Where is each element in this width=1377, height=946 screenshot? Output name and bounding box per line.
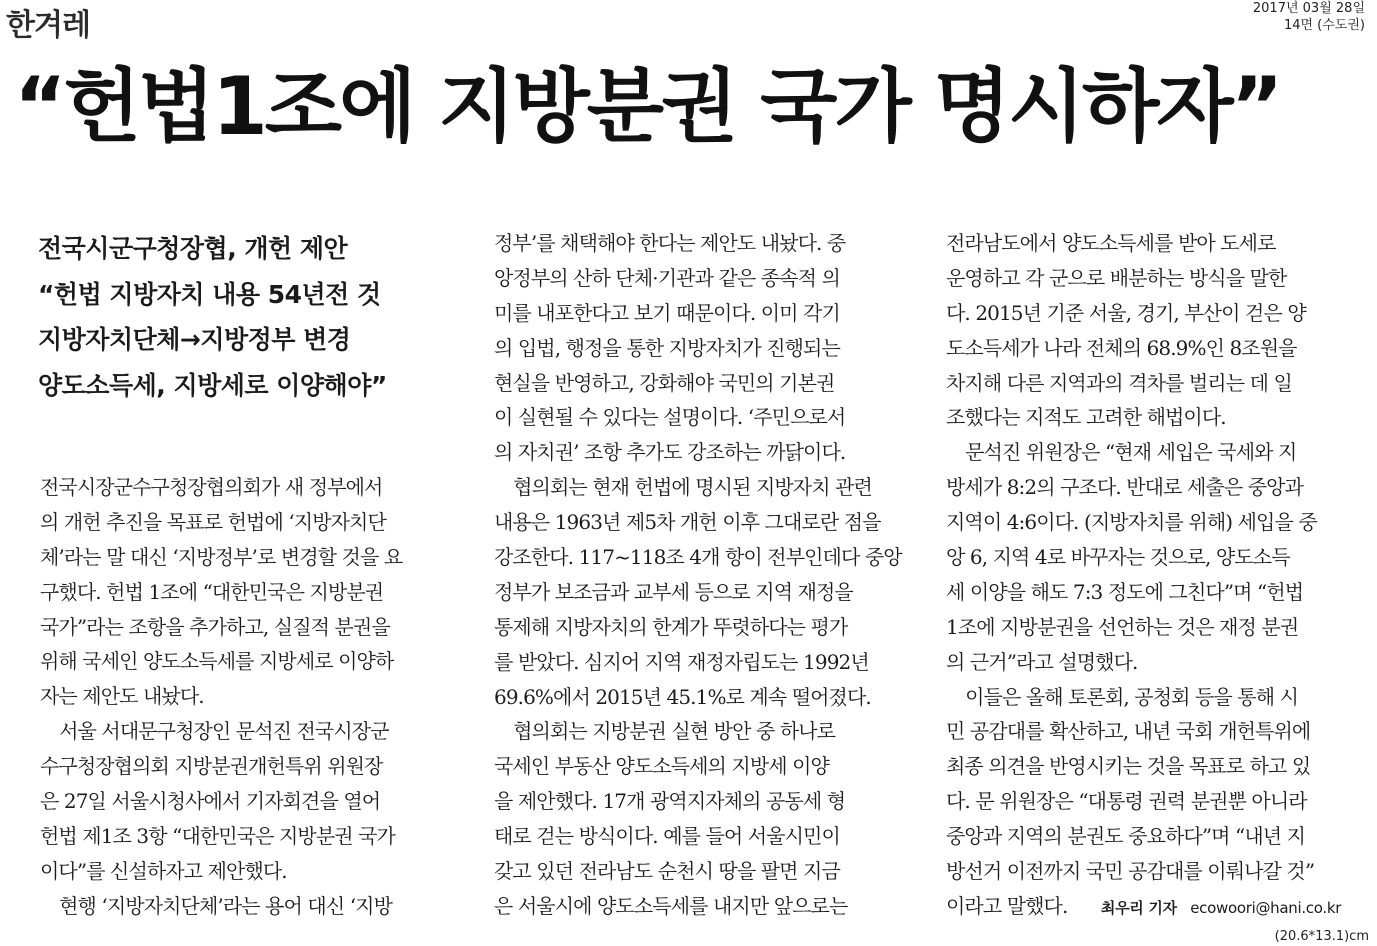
body-line: 의 자치권’ 조항 추가도 강조하는 까닭이다.: [494, 440, 846, 465]
body-line: 정부’를 채택해야 한다는 제안도 내놨다. 중: [494, 231, 846, 255]
body-line: 현행 ‘지방자치단체’라는 용어 대신 ‘지방: [40, 893, 393, 918]
body-line-with-byline: [946, 889, 1366, 924]
body-line: 자는 제안도 내놨다.: [40, 684, 204, 709]
body-line: 조했다는 지적도 고려한 해법이다.: [946, 405, 1226, 430]
newspaper-logo: 한겨레: [6, 8, 90, 43]
body-line: 앙정부의 산하 단체·기관과 같은 종속적 의: [494, 265, 840, 290]
body-line: 은 서울시에 양도소득세를 내지만 앞으로는: [494, 893, 848, 918]
body-line: 69.6%에서 2015년 45.1%로 계속 떨어졌다.: [494, 684, 871, 709]
body-line: 의 개헌 추진을 목표로 헌법에 ‘지방자치단: [40, 509, 386, 534]
article-column-2: [494, 226, 914, 924]
body-line: 수구청장협의회 지방분권개헌특위 위원장: [40, 754, 383, 779]
publication-date: 2017년 03월 28일: [1252, 1, 1365, 16]
body-line: 1조에 지방분권을 선언하는 것은 재정 분권: [946, 614, 1299, 639]
body-line: 중앙과 지역의 분권도 중요하다”며 “내년 지: [946, 824, 1306, 849]
body-line: 서울 서대문구청장인 문석진 전국시장군: [40, 719, 389, 744]
body-line: 지역이 4:6이다. (지방자치를 위해) 세입을 중: [946, 510, 1317, 535]
body-line: 갖고 있던 전라남도 순천시 땅을 팔면 지금: [494, 859, 840, 884]
body-line: 이들은 올해 토론회, 공청회 등을 통해 시: [946, 684, 1299, 709]
body-line: 운영하고 각 군으로 배분하는 방식을 말한: [946, 265, 1287, 290]
body-line: 다. 2015년 기준 서울, 경기, 부산이 걷은 양: [946, 300, 1306, 325]
body-line: 강조한다. 117~118조 4개 항이 전부인데다 중앙: [494, 545, 902, 570]
body-line: 최종 의견을 반영시키는 것을 목표로 하고 있: [946, 754, 1311, 779]
body-line: 를 받았다. 심지어 지역 재정자립도는 1992년: [494, 649, 869, 674]
body-line: 앙 6, 지역 4로 바꾸자는 것으로, 양도소득: [946, 545, 1290, 570]
body-line: 국가”라는 조항을 추가하고, 실질적 분권을: [40, 614, 390, 639]
body-line: 방선거 이전까지 국민 공감대를 이뤄나갈 것”: [946, 859, 1315, 884]
body-line: 현실을 반영하고, 강화해야 국민의 기본권: [494, 370, 835, 395]
body-line: 의 근거”라고 설명했다.: [946, 649, 1138, 674]
article-column-3: [946, 226, 1366, 924]
body-line: 미를 내포한다고 보기 때문이다. 이미 각기: [494, 300, 840, 325]
body-line: 문석진 위원장은 “현재 세입은 국세와 지: [946, 440, 1297, 465]
publication-meta: [1253, 0, 1365, 34]
body-line: 정부가 보조금과 교부세 등으로 지역 재정을: [494, 579, 853, 604]
body-line: 세 이양을 해도 7:3 정도에 그친다”며 “헌법: [946, 579, 1304, 604]
body-line: 전라남도에서 양도소득세를 받아 도세로: [946, 231, 1276, 255]
body-line: 차지해 다른 지역과의 격차를 벌리는 데 일: [946, 370, 1292, 395]
body-line: 위해 국세인 양도소득세를 지방세로 이양하: [40, 649, 394, 674]
body-line: 을 제안했다. 17개 광역지자체의 공동세 형: [494, 789, 846, 814]
body-line: 전국시장군수구청장협의회가 새 정부에서: [40, 475, 383, 499]
subhead-line: 전국시군구청장협, 개헌 제안: [38, 234, 348, 263]
body-line: 은 27일 서울시청사에서 기자회견을 열어: [40, 789, 381, 814]
body-line: 국세인 부동산 양도소득세의 지방세 이양: [494, 754, 829, 779]
body-line: 민 공감대를 확산하고, 내년 국회 개헌특위에: [946, 719, 1311, 744]
body-line: 방세가 8:2의 구조다. 반대로 세출은 중앙과: [946, 475, 1303, 500]
body-line: 내용은 1963년 제5차 개헌 이후 그대로란 점을: [494, 510, 881, 535]
subhead-line: “헌법 지방자치 내용 54년전 것: [38, 279, 381, 309]
body-line: 도소득세가 나라 전체의 68.9%인 8조원을: [946, 335, 1297, 360]
body-line-end: 이라고 말했다.: [946, 893, 1068, 918]
body-line: 의 입법, 행정을 통한 지방자치가 진행되는: [494, 335, 840, 360]
subhead-line: 지방자치단체→지방정부 변경: [38, 325, 351, 354]
byline-reporter: 최우리 기자: [1100, 898, 1177, 917]
article-column-1: [40, 470, 460, 924]
article-subheadline: [38, 226, 468, 408]
subhead-line: 양도소득세, 지방세로 이양해야”: [38, 370, 387, 400]
article-headline: “헌법1조에 지방분권 국가 명시하자”: [14, 60, 1281, 153]
page-section: 14면 (수도권): [1283, 18, 1365, 33]
body-line: 통제해 지방자치의 한계가 뚜렷하다는 평가: [494, 614, 848, 639]
body-line: 이다”를 신설하자고 제안했다.: [40, 858, 287, 883]
body-line: 이 실현될 수 있다는 설명이다. ‘주민으로서: [494, 405, 846, 430]
body-line: 구했다. 헌법 1조에 “대한민국은 지방분권: [40, 579, 384, 604]
body-line: 체’라는 말 대신 ‘지방정부’로 변경할 것을 요: [40, 544, 403, 569]
body-line: 협의회는 현재 헌법에 명시된 지방자치 관련: [494, 475, 872, 500]
body-line: 헌법 제1조 3항 “대한민국은 지방분권 국가: [40, 823, 395, 848]
article-size-note: (20.6*13.1)cm: [1274, 929, 1369, 944]
body-line: 태로 걷는 방식이다. 예를 들어 서울시민이: [494, 824, 840, 849]
byline-email[interactable]: ecowoori@hani.co.kr: [1190, 898, 1342, 917]
body-line: 다. 문 위원장은 “대통령 권력 분권뿐 아니라: [946, 789, 1307, 814]
body-line: 협의회는 지방분권 실현 방안 중 하나로: [494, 719, 836, 744]
